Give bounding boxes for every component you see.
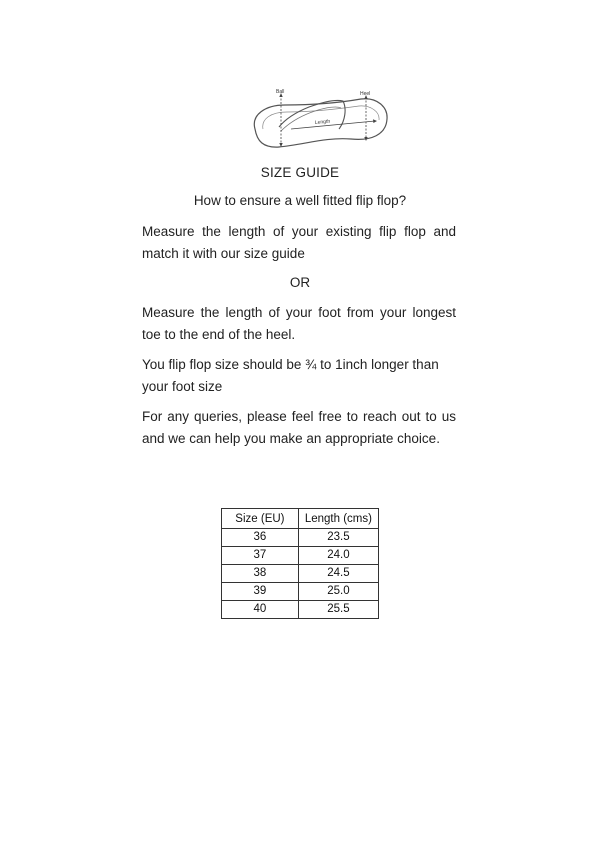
instruction-existing-flip-flop: Measure the length of your existing flip flop and match it with our size guide: [142, 224, 456, 261]
instruction-measure-foot: Measure the length of your foot from your longest toe to the end of the heel.: [142, 305, 456, 342]
length-cell: 24.0: [298, 547, 378, 565]
table-row: [222, 583, 379, 601]
length-cell: 25.0: [298, 583, 378, 601]
table-row: [222, 565, 379, 583]
size-cell: 40: [222, 601, 299, 619]
size-cell: 39: [222, 583, 299, 601]
subtitle: How to ensure a well fitted flip flop?: [193, 193, 407, 208]
length-label: Length: [314, 118, 331, 126]
table-header-row: [222, 509, 379, 529]
size-cell: 38: [222, 565, 299, 583]
contact-note: For any queries, please feel free to reach out to us and we can help you make an appropriate choice.: [142, 409, 456, 446]
or-separator: OR: [289, 275, 311, 290]
table-row: [222, 601, 379, 619]
heel-label: Heel: [360, 91, 371, 97]
length-cell: 23.5: [298, 529, 378, 547]
size-chart-table: [221, 508, 379, 619]
page-title: SIZE GUIDE: [260, 165, 340, 180]
length-cell: 24.5: [298, 565, 378, 583]
header-size: Size (EU): [222, 509, 299, 529]
flip-flop-diagram: [243, 85, 393, 157]
instruction-size-allowance: You flip flop size should be ¾ to 1inch longer than your foot size: [142, 357, 439, 394]
size-cell: 36: [222, 529, 299, 547]
flip-flop-sole-illustration: [243, 85, 393, 157]
length-cell: 25.5: [298, 601, 378, 619]
ball-label: Ball: [276, 89, 285, 95]
header-length: Length (cms): [298, 509, 378, 529]
size-cell: 37: [222, 547, 299, 565]
table-row: [222, 547, 379, 565]
table-row: [222, 529, 379, 547]
